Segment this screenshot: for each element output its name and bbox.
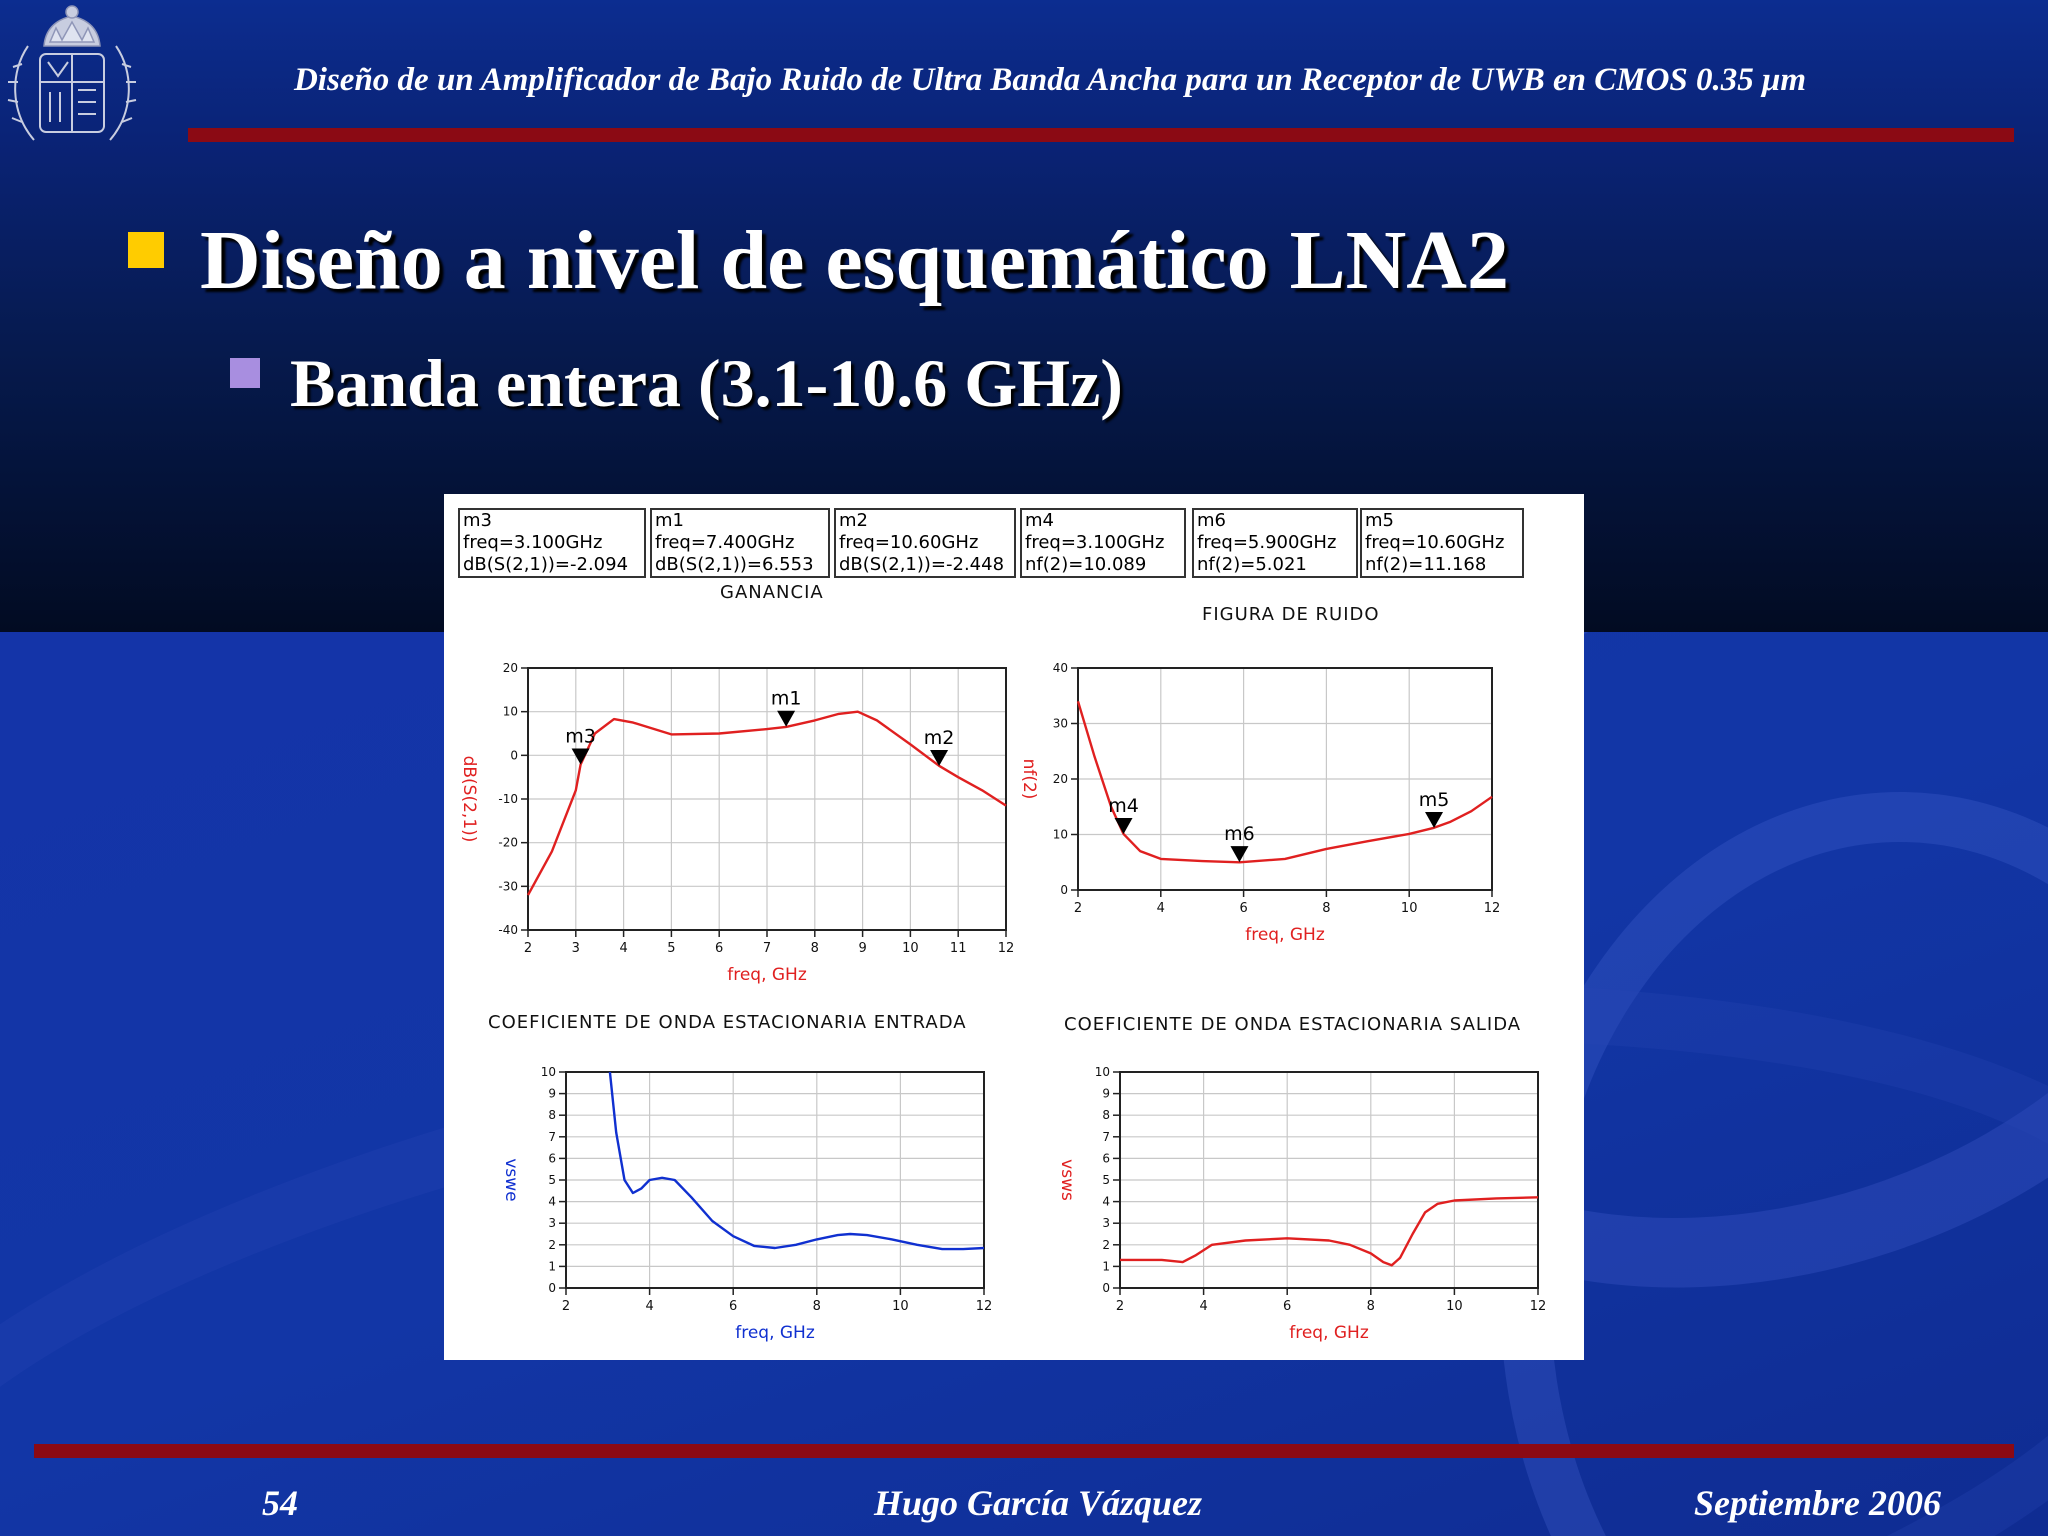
x-axis-label: freq, GHz <box>727 965 807 985</box>
marker-label: m6 <box>1224 823 1255 846</box>
marker-freq: freq=10.60GHz <box>839 532 979 553</box>
x-tick-label: 5 <box>667 941 676 956</box>
marker-name: m6 <box>1197 510 1226 531</box>
chart-panel-3 <box>1057 1065 1546 1343</box>
y-tick-label: 9 <box>1102 1086 1110 1101</box>
y-tick-label: 10 <box>502 704 518 719</box>
chart-title-vswr-salida: COEFICIENTE DE ONDA ESTACIONARIA SALIDA <box>1064 1014 1522 1035</box>
x-tick-label: 6 <box>1239 901 1248 916</box>
x-tick-label: 8 <box>1322 901 1331 916</box>
series-line <box>1120 1197 1538 1265</box>
marker-value: dB(S(2,1))=-2.448 <box>839 554 1005 575</box>
marker-freq: freq=5.900GHz <box>1197 532 1337 553</box>
x-tick-label: 4 <box>645 1299 654 1314</box>
x-tick-label: 6 <box>729 1299 738 1314</box>
y-tick-label: 20 <box>502 661 518 675</box>
y-tick-label: 0 <box>510 748 518 763</box>
marker-name: m2 <box>839 510 868 531</box>
y-tick-label: -40 <box>498 923 518 937</box>
y-tick-label: 0 <box>1060 883 1068 897</box>
marker-label: m1 <box>770 687 802 710</box>
y-tick-label: 2 <box>1102 1237 1110 1252</box>
marker-freq: freq=3.100GHz <box>1025 532 1165 553</box>
marker-freq: freq=10.60GHz <box>1365 532 1505 553</box>
y-tick-label: 40 <box>1052 661 1068 675</box>
y-tick-label: 8 <box>548 1108 556 1123</box>
y-tick-label: 2 <box>548 1237 556 1252</box>
marker-label: m2 <box>923 727 955 750</box>
marker-triangle <box>930 750 948 766</box>
x-tick-label: 10 <box>1446 1299 1463 1314</box>
y-tick-label: 4 <box>1102 1194 1110 1209</box>
series-line <box>1078 701 1492 862</box>
y-tick-label: 6 <box>1102 1151 1110 1166</box>
y-tick-label: 0 <box>548 1281 556 1295</box>
marker-label: m3 <box>565 725 596 748</box>
y-tick-label: 7 <box>1102 1129 1110 1144</box>
y-tick-label: 5 <box>548 1173 556 1187</box>
y-tick-label: 8 <box>1102 1108 1110 1123</box>
sub-bullet-square-icon <box>230 358 260 388</box>
header-title: Diseño de un Amplificador de Bajo Ruido de Ultra Banda Ancha para un Receptor de UWB en CMOS 0.35 μm <box>293 62 1807 98</box>
x-tick-label: 12 <box>975 1299 993 1314</box>
x-tick-label: 6 <box>1283 1299 1292 1314</box>
y-tick-label: 1 <box>548 1259 556 1274</box>
chart-panel-1 <box>1019 661 1500 945</box>
y-tick-label: 0 <box>1102 1281 1110 1295</box>
marker-value: nf(2)=11.168 <box>1365 554 1487 575</box>
y-tick-label: 7 <box>548 1129 556 1144</box>
marker-triangle <box>1115 818 1133 834</box>
y-tick-label: 10 <box>1094 1065 1110 1079</box>
y-tick-label: 1 <box>1102 1259 1110 1274</box>
marker-triangle <box>1230 846 1248 862</box>
marker-name: m5 <box>1365 510 1394 531</box>
x-tick-label: 9 <box>858 941 867 956</box>
chart-title-figura-ruido: FIGURA DE RUIDO <box>1202 604 1380 625</box>
marker-freq: freq=7.400GHz <box>655 532 795 553</box>
marker-name: m4 <box>1025 510 1054 531</box>
x-tick-label: 8 <box>812 1299 821 1314</box>
x-tick-label: 10 <box>892 1299 909 1314</box>
x-tick-label: 7 <box>762 941 772 956</box>
x-tick-label: 4 <box>619 941 628 956</box>
marker-name: m3 <box>463 510 492 531</box>
x-axis-label: freq, GHz <box>735 1323 815 1343</box>
chart-panel-0 <box>459 661 1014 985</box>
x-tick-label: 10 <box>1400 901 1418 916</box>
simulation-figure <box>444 494 1584 1360</box>
header-rule <box>188 128 2014 142</box>
y-tick-label: -30 <box>498 879 518 894</box>
marker-value: nf(2)=5.021 <box>1197 554 1307 575</box>
chart-panel-2 <box>501 1065 992 1343</box>
x-tick-label: 6 <box>715 941 724 956</box>
bullet-square-icon <box>128 232 164 268</box>
date: Septiembre 2006 <box>1694 1483 1941 1523</box>
x-tick-label: 12 <box>997 941 1015 956</box>
series-line <box>610 1072 984 1249</box>
y-tick-label: 3 <box>1102 1216 1110 1231</box>
y-tick-label: 6 <box>548 1151 556 1166</box>
y-axis-label: vsws <box>1057 1159 1077 1201</box>
marker-freq: freq=3.100GHz <box>463 532 603 553</box>
y-axis-label: dB(S(2,1)) <box>459 755 479 843</box>
y-tick-label: 5 <box>1102 1173 1110 1187</box>
x-axis-label: freq, GHz <box>1245 925 1325 945</box>
y-tick-label: 10 <box>1052 827 1068 842</box>
x-tick-label: 8 <box>810 941 819 956</box>
x-tick-label: 3 <box>571 941 580 956</box>
y-tick-label: 10 <box>540 1065 556 1079</box>
x-tick-label: 10 <box>902 941 919 956</box>
x-tick-label: 2 <box>523 941 533 956</box>
x-tick-label: 8 <box>1366 1299 1375 1314</box>
university-seal-icon <box>4 2 140 148</box>
x-tick-label: 12 <box>1529 1299 1547 1314</box>
author: Hugo García Vázquez <box>874 1483 1203 1523</box>
x-tick-label: 2 <box>561 1299 571 1314</box>
chart-title-vswr-entrada: COEFICIENTE DE ONDA ESTACIONARIA ENTRADA <box>488 1012 967 1033</box>
charts-canvas <box>444 494 1584 1360</box>
slide-subheading: Banda entera (3.1-10.6 GHz) <box>290 345 1123 421</box>
footer-rule <box>34 1444 2014 1458</box>
y-tick-label: -10 <box>498 792 518 806</box>
y-tick-label: 3 <box>548 1216 556 1231</box>
slide-heading: Diseño a nivel de esquemático LNA2 <box>200 214 1509 307</box>
y-tick-label: 9 <box>548 1086 556 1101</box>
marker-value: dB(S(2,1))=-2.094 <box>463 554 629 575</box>
y-axis-label: vswe <box>501 1158 521 1202</box>
x-tick-label: 2 <box>1115 1299 1125 1314</box>
y-tick-label: 4 <box>548 1194 556 1209</box>
y-axis-label: nf(2) <box>1019 758 1039 800</box>
y-tick-label: -20 <box>498 835 518 850</box>
x-axis-label: freq, GHz <box>1289 1323 1369 1343</box>
x-tick-label: 12 <box>1483 901 1501 916</box>
marker-triangle <box>572 748 590 764</box>
marker-label: m4 <box>1108 795 1139 818</box>
marker-label: m5 <box>1418 789 1450 812</box>
marker-value: dB(S(2,1))=6.553 <box>655 554 814 575</box>
y-tick-label: 20 <box>1052 772 1068 786</box>
x-tick-label: 4 <box>1199 1299 1208 1314</box>
x-tick-label: 4 <box>1156 901 1165 916</box>
page-number: 54 <box>262 1483 298 1523</box>
marker-name: m1 <box>655 510 684 531</box>
x-tick-label: 2 <box>1073 901 1083 916</box>
y-tick-label: 30 <box>1052 716 1068 731</box>
chart-title-ganancia: GANANCIA <box>720 582 824 603</box>
marker-value: nf(2)=10.089 <box>1025 554 1147 575</box>
x-tick-label: 11 <box>949 941 967 956</box>
